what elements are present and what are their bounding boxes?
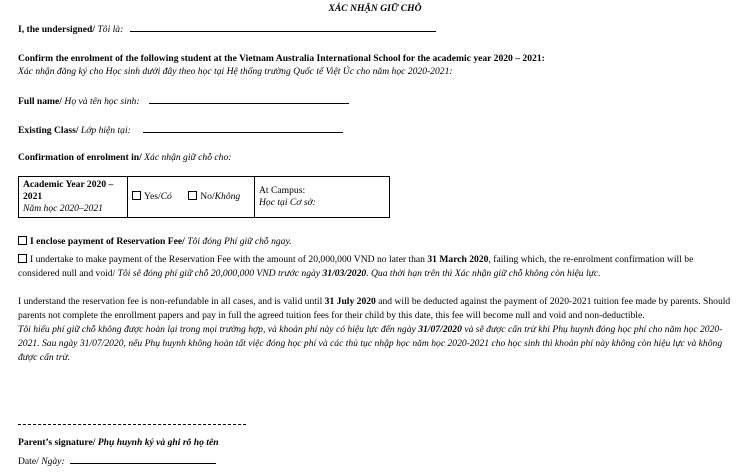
campus-cell[interactable] bbox=[255, 177, 390, 218]
full-name-label-vi: Họ và tên học sinh: bbox=[64, 96, 140, 107]
date-row bbox=[18, 454, 216, 468]
date-label-vi: Ngày: bbox=[41, 456, 65, 467]
undersigned-label-vi: Tôi là: bbox=[97, 24, 124, 35]
undertake-checkbox[interactable] bbox=[18, 254, 27, 263]
date-field[interactable] bbox=[70, 454, 216, 464]
enrolment-table bbox=[18, 176, 390, 218]
enclose-row bbox=[18, 236, 292, 248]
refund-text-2: and will be deducted against the payment of 2020-2021 tuition fee made by parents. Should parents not complete the enrollment papers and pay in full the agreed tuition fees for their child by this date, this fee will become null and void and non-deductible. bbox=[18, 296, 731, 321]
signature-row bbox=[18, 437, 219, 449]
refund-date-vi: 31/07/2020 bbox=[418, 324, 462, 335]
undersigned-row bbox=[18, 22, 436, 36]
undertake-text-1: I undertake to make payment of the Reservation Fee with the amount of 20,000,000 VND no later than bbox=[30, 254, 425, 265]
confirmation-in-label-vi: Xác nhận giữ chỗ cho: bbox=[144, 152, 232, 163]
campus-label-vi: Học tại Cơ sở: bbox=[259, 197, 316, 208]
full-name-field[interactable] bbox=[149, 94, 349, 104]
refund-text-vi-1: Tôi hiểu phí giữ chỗ không được hoàn lại trong mọi trường hợp, và khoản phí này có hiệu lực đến ngày bbox=[18, 324, 416, 335]
enclose-checkbox[interactable] bbox=[18, 236, 27, 245]
existing-class-field[interactable] bbox=[143, 123, 343, 133]
yes-label-vi: Có bbox=[160, 191, 172, 202]
no-label: No/ bbox=[200, 191, 215, 202]
signature-label: Parent’s signature/ bbox=[18, 437, 96, 448]
academic-year-vi: Năm học 2020–2021 bbox=[23, 203, 103, 214]
full-name-row bbox=[18, 94, 349, 108]
academic-year-en-1: Academic Year 2020 – bbox=[23, 179, 114, 190]
academic-year-en-2: 2021 bbox=[23, 191, 43, 202]
refund-date: 31 July 2020 bbox=[324, 296, 376, 307]
confirm-statement-vi: Xác nhận đăng ký cho Học sinh dưới đây theo học tại Hệ thống trường Quốc tế Việt Úc cho năm học 2020-2021: bbox=[18, 66, 453, 77]
undertake-date-vi: 31/03/2020 bbox=[322, 268, 367, 279]
full-name-label: Full name/ bbox=[18, 96, 62, 107]
refund-paragraph bbox=[18, 295, 736, 323]
undersigned-label: I, the undersigned/ bbox=[18, 24, 96, 35]
academic-year-cell bbox=[19, 177, 128, 218]
refund-text-1: I understand the reservation fee is non-refundable in all cases, and is valid until bbox=[18, 296, 323, 307]
existing-class-row bbox=[18, 123, 343, 137]
confirmation-in-label: Confirmation of enrolment in/ bbox=[18, 152, 142, 163]
confirm-statement: Confirm the enrolment of the following student at the Vietnam Australia International School for the academic year 2020 – 2021: bbox=[18, 53, 545, 64]
refund-text-vi-2: và sẽ được cấn trừ khi Phụ huynh đóng học phí cho năm học 2020-2021. Sau ngày 31/07/2020, nếu Phụ huynh không hoàn tất việc đóng học phí và các thủ tục nhập học năm học 2020-2021 cho học sinh thì khoản phí này không còn hiệu lực và không được cấn trừ. bbox=[18, 324, 723, 363]
enclose-label: I enclose payment of Reservation Fee/ bbox=[30, 236, 185, 247]
undertake-text-vi-2: . Qua thời hạn trên thì Xác nhận giữ chỗ không còn hiệu lực. bbox=[366, 268, 601, 279]
campus-label: At Campus: bbox=[259, 185, 306, 196]
yes-label: Yes/ bbox=[144, 191, 161, 202]
refund-paragraph-vi bbox=[18, 323, 736, 365]
no-option[interactable] bbox=[188, 191, 240, 202]
yes-no-cell bbox=[128, 177, 255, 218]
confirmation-in-row bbox=[18, 152, 231, 164]
enclose-label-vi: Tôi đóng Phí giữ chỗ ngay. bbox=[187, 236, 292, 247]
existing-class-label: Existing Class/ bbox=[18, 125, 79, 136]
yes-option[interactable] bbox=[132, 191, 174, 202]
undertake-text-vi-1: Tôi sẽ đóng phí giữ chỗ 20,000,000 VND trước ngày bbox=[117, 268, 321, 279]
no-label-vi: Không bbox=[214, 191, 241, 202]
undertake-text-3: null and void/ bbox=[61, 268, 116, 279]
signature-line[interactable] bbox=[18, 424, 246, 425]
form-title: XÁC NHẬN GIỮ CHỖ bbox=[328, 3, 422, 14]
date-label: Date/ bbox=[18, 456, 39, 467]
signature-label-vi: Phụ huynh ký và ghi rõ họ tên bbox=[97, 437, 219, 448]
undersigned-field[interactable] bbox=[130, 22, 436, 32]
no-checkbox[interactable] bbox=[188, 191, 197, 200]
existing-class-label-vi: Lớp hiện tại: bbox=[80, 125, 131, 136]
undertake-paragraph bbox=[18, 253, 736, 281]
yes-checkbox[interactable] bbox=[132, 191, 141, 200]
undertake-text-2: , failing which, the re-enrolment confirmation will be considered bbox=[18, 254, 694, 279]
undertake-date: 31 March 2020 bbox=[427, 254, 489, 265]
